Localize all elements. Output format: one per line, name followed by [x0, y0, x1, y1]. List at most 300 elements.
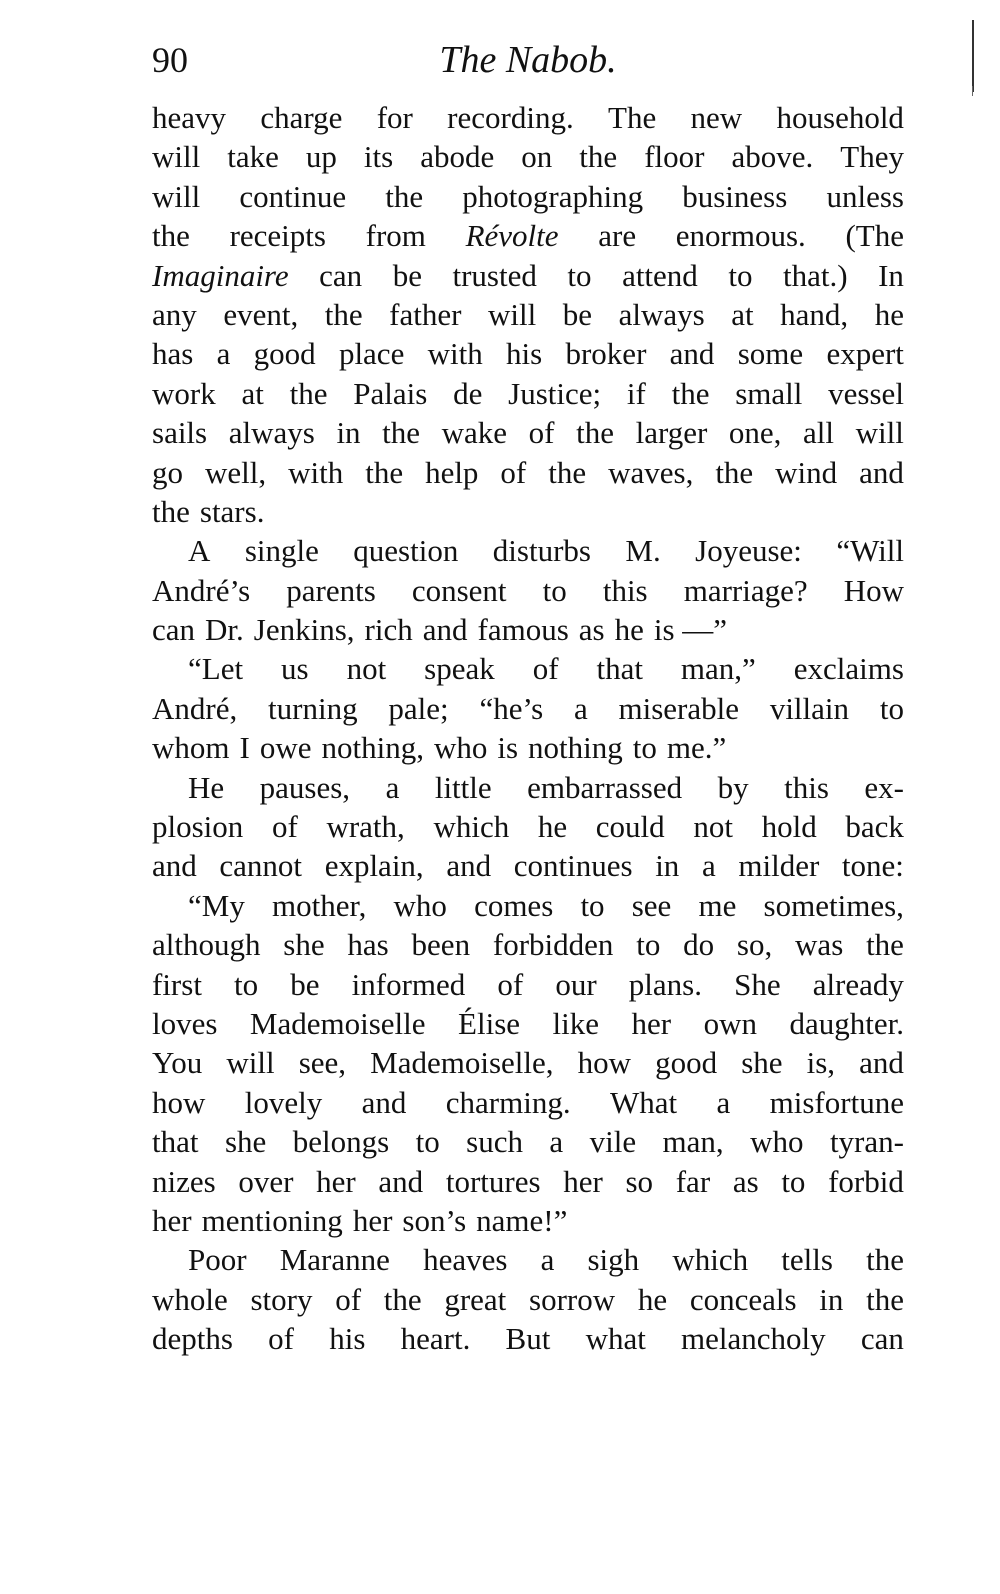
word: whole — [152, 1281, 228, 1317]
word: that — [596, 651, 643, 687]
word: A — [188, 533, 211, 569]
word: the — [576, 415, 614, 451]
word: heart. — [400, 1321, 471, 1357]
word: that — [152, 1124, 199, 1160]
word: a — [549, 1124, 564, 1160]
word: “he’s — [479, 690, 544, 726]
word: always — [618, 296, 705, 332]
word: milder — [738, 848, 820, 884]
text-line — [152, 886, 904, 925]
word: continues — [513, 848, 633, 884]
word: Justice; — [508, 375, 602, 411]
word: exclaims — [793, 651, 904, 687]
word: and — [361, 1084, 407, 1120]
word: to — [234, 966, 259, 1002]
word: a — [385, 769, 400, 805]
word: to — [728, 257, 753, 293]
word: How — [843, 572, 904, 608]
word: man, — [662, 1124, 724, 1160]
word: and — [422, 612, 468, 648]
word: at — [241, 375, 264, 411]
word: can — [860, 1321, 904, 1357]
word: the — [324, 296, 363, 332]
word: tells — [781, 1242, 833, 1278]
word: miserable — [618, 690, 740, 726]
word: will — [855, 415, 904, 451]
word: has — [347, 927, 389, 963]
word: and — [669, 336, 715, 372]
scan-edge-dot — [972, 86, 973, 96]
word: whom — [152, 730, 230, 766]
word: at — [731, 296, 754, 332]
word: the — [365, 454, 404, 490]
word: like — [552, 1005, 600, 1041]
word: which — [433, 809, 510, 845]
word: who — [433, 730, 488, 766]
word: this — [602, 572, 648, 608]
word: “Will — [836, 533, 904, 569]
word: Élise — [458, 1005, 521, 1041]
word: consent — [411, 572, 507, 608]
word: her — [563, 1163, 603, 1199]
word: above. — [731, 139, 814, 175]
word: could — [595, 809, 665, 845]
word: household — [776, 100, 904, 135]
word: has — [152, 336, 194, 372]
word: parents — [286, 572, 376, 608]
scan-edge-mark — [972, 20, 974, 92]
word: a — [573, 690, 588, 726]
word: and — [152, 848, 197, 884]
word: is —” — [653, 612, 728, 648]
word: unless — [826, 178, 904, 214]
word: and — [859, 454, 904, 490]
page-number: 90 — [152, 40, 188, 80]
text-line — [152, 689, 904, 728]
word: not — [693, 809, 733, 845]
word: new — [690, 100, 743, 135]
word: owe — [259, 730, 312, 766]
word: of — [497, 966, 524, 1002]
word: any — [152, 296, 197, 332]
word: so, — [736, 927, 773, 963]
word: villain — [769, 690, 850, 726]
word: sigh — [587, 1242, 640, 1278]
word: informed — [351, 966, 466, 1002]
word: Palais — [353, 375, 428, 411]
word: Mademoiselle — [249, 1005, 426, 1041]
word: the — [715, 454, 754, 490]
text-line — [152, 1004, 904, 1043]
word: wake — [441, 415, 508, 451]
text-line — [152, 768, 904, 807]
word: own — [703, 1005, 757, 1041]
word: that.) — [783, 257, 848, 293]
text-line — [152, 413, 904, 452]
word: what — [585, 1321, 646, 1357]
word: in — [336, 415, 361, 451]
word: good — [655, 1045, 718, 1081]
text-line — [152, 216, 904, 255]
word: vessel — [828, 375, 904, 411]
word: disturbs — [492, 533, 591, 569]
word: charge — [260, 100, 343, 135]
word: far — [675, 1163, 711, 1199]
word: hand, — [780, 296, 849, 332]
word: up — [305, 139, 337, 175]
word: explain, — [324, 848, 424, 884]
word: of — [271, 809, 298, 845]
word: melancholy — [681, 1321, 826, 1357]
word: and — [378, 1163, 424, 1199]
word: waves, — [608, 454, 694, 490]
word: de — [453, 375, 483, 411]
word: depths — [152, 1321, 233, 1357]
word: larger — [635, 415, 708, 451]
text-line — [152, 728, 904, 767]
word: daughter. — [789, 1005, 904, 1041]
word: her — [316, 1163, 356, 1199]
word: In — [878, 257, 904, 293]
word: the — [289, 375, 328, 411]
word: conceals — [689, 1281, 797, 1317]
word: question — [353, 533, 459, 569]
word: although — [152, 927, 261, 963]
word: small — [735, 375, 803, 411]
word: me — [698, 887, 737, 923]
word: over — [238, 1163, 294, 1199]
word: a — [216, 336, 231, 372]
word: ex- — [864, 769, 904, 805]
word: can — [319, 257, 363, 293]
word: nizes — [152, 1163, 216, 1199]
word: receipts — [229, 218, 326, 254]
word: be — [392, 257, 422, 293]
word: M. — [625, 533, 661, 569]
word: little — [434, 769, 492, 805]
text-line — [152, 965, 904, 1004]
word: for — [376, 100, 413, 135]
word: a — [716, 1084, 731, 1120]
word: nothing — [528, 730, 623, 766]
word: always — [228, 415, 315, 451]
word: will — [152, 139, 201, 175]
word: of — [335, 1281, 362, 1317]
word: cannot — [219, 848, 303, 884]
text-line — [152, 374, 904, 413]
word: he — [537, 809, 568, 845]
text-line — [152, 846, 904, 885]
word: first — [152, 966, 202, 1002]
word: work — [152, 375, 216, 411]
word: abode — [420, 139, 495, 175]
word: embarrassed — [527, 769, 683, 805]
word: They — [840, 139, 904, 175]
word: one, — [728, 415, 782, 451]
word: But — [505, 1321, 551, 1357]
word: been — [411, 927, 471, 963]
word: Poor — [188, 1242, 247, 1278]
text-line — [152, 925, 904, 964]
word: all — [803, 415, 835, 451]
word: with — [288, 454, 344, 490]
word: how — [577, 1045, 632, 1081]
word: belongs — [292, 1124, 390, 1160]
word: its — [363, 139, 394, 175]
word: his — [506, 336, 543, 372]
word: who — [393, 887, 447, 923]
word: the — [866, 1281, 904, 1317]
word: son’s — [402, 1202, 467, 1238]
word: back — [845, 809, 904, 845]
word: to — [879, 690, 904, 726]
text-line — [152, 531, 904, 570]
text-line — [152, 1083, 904, 1122]
word: vile — [589, 1124, 637, 1160]
word: in — [819, 1281, 844, 1317]
word: was — [795, 927, 844, 963]
word: the — [152, 493, 190, 529]
word: in — [655, 848, 680, 884]
text-line — [152, 177, 904, 216]
word: heaves — [423, 1242, 508, 1278]
text-line — [152, 1162, 904, 1201]
word: event, — [223, 296, 299, 332]
word: this — [784, 769, 829, 805]
word: story — [250, 1281, 313, 1317]
text-line — [152, 649, 904, 688]
word: of — [268, 1321, 294, 1357]
word: rich — [364, 612, 413, 648]
word: he — [874, 296, 904, 332]
word: which — [672, 1242, 749, 1278]
word: mother, — [272, 887, 367, 923]
text-line — [152, 1319, 904, 1358]
word: recording. — [447, 100, 574, 135]
word: wind — [775, 454, 838, 490]
word: of — [532, 651, 559, 687]
word: You — [152, 1045, 203, 1081]
word: and — [446, 848, 492, 884]
word: name!” — [476, 1202, 568, 1238]
word: wrath, — [326, 809, 405, 845]
word: of — [500, 454, 527, 490]
word: to — [636, 927, 661, 963]
text-line — [152, 334, 904, 373]
word: forbidden — [492, 927, 614, 963]
word: Joyeuse: — [695, 533, 802, 569]
word: to — [580, 887, 605, 923]
word: help — [425, 454, 479, 490]
text-line — [152, 807, 904, 846]
page-header — [152, 30, 904, 90]
body-text — [152, 98, 904, 1359]
word: tone: — [841, 848, 904, 884]
text-line — [152, 453, 904, 492]
word: he — [637, 1281, 668, 1317]
word: broker — [565, 336, 647, 372]
word: to — [567, 257, 592, 293]
word: take — [227, 139, 279, 175]
italic-word: Révolte — [465, 218, 559, 254]
word: I — [239, 730, 250, 766]
text-line — [152, 610, 904, 649]
word: already — [812, 966, 904, 1002]
word: she — [224, 1124, 267, 1160]
word: the — [866, 1242, 904, 1278]
word: great — [444, 1281, 507, 1317]
word: André, — [152, 690, 238, 726]
word: such — [466, 1124, 523, 1160]
word: Jenkins, — [253, 612, 355, 648]
word: expert — [826, 336, 904, 372]
word: the — [152, 218, 190, 254]
word: me.” — [666, 730, 727, 766]
word: of — [528, 415, 555, 451]
word: “My — [188, 887, 245, 923]
word: the — [385, 178, 424, 214]
word: Dr. — [205, 612, 244, 648]
word: She — [734, 966, 781, 1002]
word: forbid — [828, 1163, 904, 1199]
word: place — [338, 336, 405, 372]
word: will — [226, 1045, 275, 1081]
word: tyran- — [829, 1124, 904, 1160]
word: pauses, — [259, 769, 351, 805]
word: misfortune — [769, 1084, 904, 1120]
running-title: The Nabob. — [439, 39, 617, 81]
word: photographing — [462, 178, 644, 214]
word: he — [614, 612, 644, 648]
word: tortures — [445, 1163, 541, 1199]
word: are — [598, 218, 637, 254]
word: enormous. — [675, 218, 806, 254]
word: charming. — [445, 1084, 571, 1120]
word: her — [352, 1202, 393, 1238]
word: be — [290, 966, 320, 1002]
word: the — [579, 139, 618, 175]
word: attend — [622, 257, 698, 293]
word: to — [415, 1124, 440, 1160]
word: pale; — [388, 690, 449, 726]
word: (The — [845, 218, 904, 254]
word: nothing, — [321, 730, 424, 766]
word: famous — [477, 612, 569, 648]
word: “Let — [188, 651, 244, 687]
word: see — [631, 887, 672, 923]
word: a — [540, 1242, 555, 1278]
word: father — [389, 296, 462, 332]
word: as — [578, 612, 605, 648]
word: her — [152, 1202, 192, 1238]
word: the — [671, 375, 710, 411]
text-line — [152, 1122, 904, 1161]
word: us — [281, 651, 309, 687]
word: The — [608, 100, 657, 135]
word: the — [866, 927, 904, 963]
word: who — [750, 1124, 804, 1160]
text-line — [152, 98, 904, 137]
text-line — [152, 1201, 904, 1240]
word: with — [427, 336, 483, 372]
word: continue — [239, 178, 347, 214]
word: heavy — [152, 100, 227, 135]
word: lovely — [244, 1084, 323, 1120]
word: she — [283, 927, 325, 963]
word: some — [737, 336, 804, 372]
word: the — [383, 1281, 422, 1317]
word: sorrow — [529, 1281, 616, 1317]
word: sometimes, — [763, 887, 904, 923]
word: sails — [152, 415, 208, 451]
word: Mademoiselle, — [370, 1045, 554, 1081]
word: be — [562, 296, 593, 332]
word: plosion — [152, 809, 244, 845]
text-line — [152, 1043, 904, 1082]
word: to — [781, 1163, 806, 1199]
word: will — [152, 178, 201, 214]
word: the — [382, 415, 421, 451]
text-line — [152, 1280, 904, 1319]
word: as — [732, 1163, 759, 1199]
word: man,” — [680, 651, 756, 687]
text-line — [152, 137, 904, 176]
word: What — [609, 1084, 678, 1120]
word: turning — [268, 690, 358, 726]
word: is — [497, 730, 519, 766]
word: speak — [424, 651, 495, 687]
word: well, — [204, 454, 267, 490]
word: floor — [644, 139, 705, 175]
word: André’s — [152, 572, 251, 608]
word: from — [365, 218, 426, 254]
word: marriage? — [683, 572, 808, 608]
word: single — [244, 533, 319, 569]
word: go — [152, 454, 183, 490]
text-line — [152, 1240, 904, 1279]
word: see, — [298, 1045, 347, 1081]
word: is, — [806, 1045, 836, 1081]
word: business — [682, 178, 788, 214]
word: hold — [761, 809, 817, 845]
italic-word: Imaginaire — [152, 257, 289, 293]
word: his — [329, 1321, 366, 1357]
word: He — [188, 769, 225, 805]
text-line — [152, 295, 904, 334]
word: to — [542, 572, 567, 608]
word: not — [346, 651, 387, 687]
text-line — [152, 256, 904, 295]
word: by — [717, 769, 749, 805]
word: mentioning — [201, 1202, 343, 1238]
word: so — [625, 1163, 654, 1199]
word: to — [632, 730, 657, 766]
word: plans. — [628, 966, 702, 1002]
word: her — [631, 1005, 672, 1041]
word: loves — [152, 1005, 218, 1041]
word: the — [548, 454, 587, 490]
text-line — [152, 492, 904, 531]
word: a — [701, 848, 716, 884]
word: can — [152, 612, 196, 648]
word: comes — [474, 887, 554, 923]
word: our — [555, 966, 597, 1002]
word: on — [521, 139, 553, 175]
word: she — [741, 1045, 783, 1081]
text-line — [152, 571, 904, 610]
word: do — [683, 927, 715, 963]
word: Maranne — [279, 1242, 390, 1278]
